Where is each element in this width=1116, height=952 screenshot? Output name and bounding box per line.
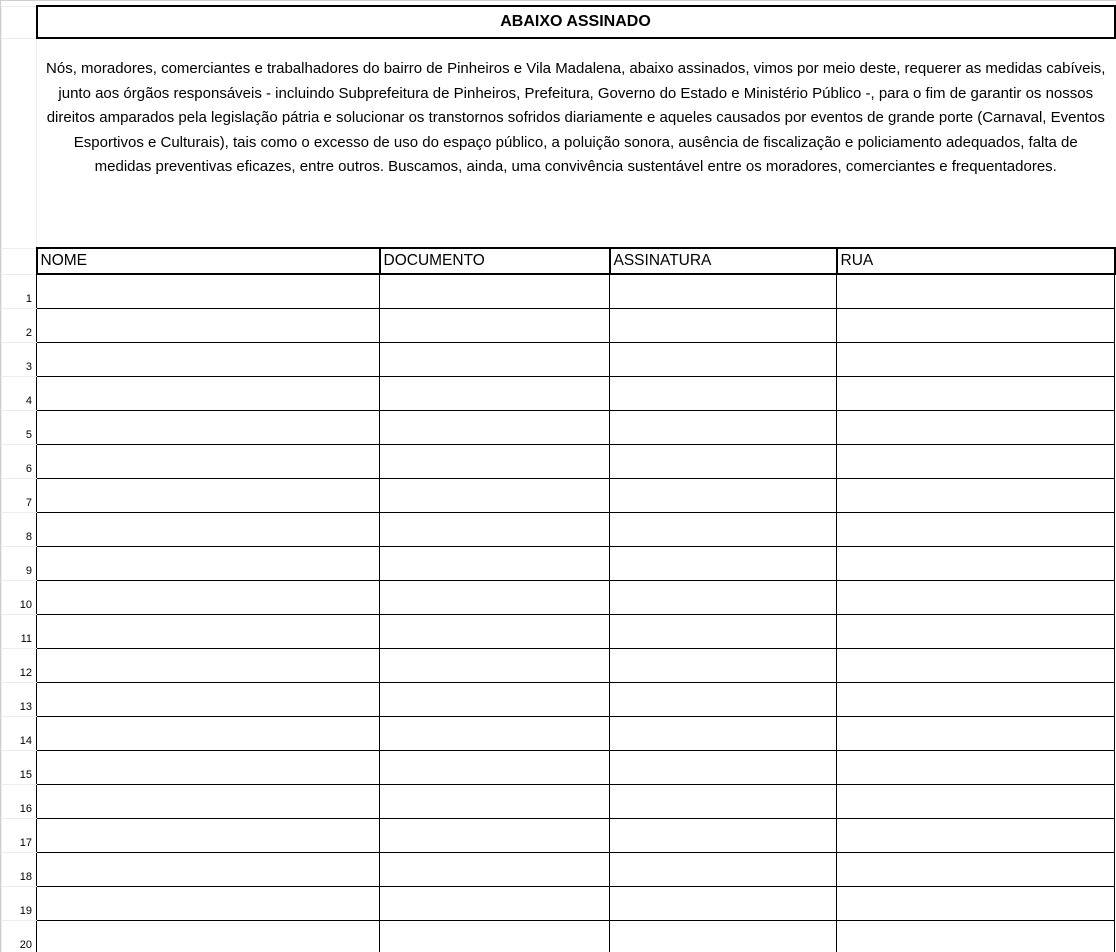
signature-row (2, 886, 1115, 920)
signature-cell-assinatura[interactable] (610, 376, 837, 410)
signature-row (2, 546, 1115, 580)
signature-cell-nome[interactable] (37, 818, 380, 852)
title-row (2, 6, 1115, 38)
signature-cell-assinatura[interactable] (610, 342, 837, 376)
petition-table (1, 5, 1116, 952)
signature-cell-nome[interactable] (37, 784, 380, 818)
signature-cell-assinatura[interactable] (610, 886, 837, 920)
row-header-gutter (2, 38, 37, 248)
signature-row (2, 376, 1115, 410)
signature-cell-documento[interactable] (380, 274, 610, 308)
row-number: 19 (2, 886, 37, 920)
signature-cell-nome[interactable] (37, 852, 380, 886)
signature-cell-assinatura[interactable] (610, 750, 837, 784)
signature-cell-documento[interactable] (380, 886, 610, 920)
signature-cell-rua[interactable] (837, 886, 1115, 920)
signature-row (2, 614, 1115, 648)
signature-row (2, 274, 1115, 308)
row-number: 3 (2, 342, 37, 376)
row-number: 20 (2, 920, 37, 952)
signature-cell-rua[interactable] (837, 682, 1115, 716)
signature-cell-assinatura[interactable] (610, 716, 837, 750)
signature-cell-rua[interactable] (837, 648, 1115, 682)
signature-cell-rua[interactable] (837, 546, 1115, 580)
signature-cell-nome[interactable] (37, 614, 380, 648)
signature-cell-nome[interactable] (37, 274, 380, 308)
signature-cell-assinatura[interactable] (610, 648, 837, 682)
signature-cell-nome[interactable] (37, 920, 380, 952)
row-number: 11 (2, 614, 37, 648)
column-header-nome: NOME (37, 248, 380, 274)
signature-cell-nome[interactable] (37, 444, 380, 478)
signature-cell-assinatura[interactable] (610, 784, 837, 818)
row-header-gutter (2, 6, 37, 38)
signature-cell-documento[interactable] (380, 478, 610, 512)
row-number: 17 (2, 818, 37, 852)
signature-row (2, 750, 1115, 784)
preamble-text: Nós, moradores, comerciantes e trabalhadores do bairro de Pinheiros e Vila Madalena, abaixo assinados, vimos por meio deste, requerer as medidas cabíveis, junto aos órgãos responsáveis - incluindo Subprefeitura de Pinheiros, Prefeitura, Governo do Estado e Ministério Público -, para o fim de garantir os nossos direitos amparados pela legislação pátria e solucionar os transtornos sofridos diariamente e aqueles causados por eventos de grande porte (Carnaval, Eventos Esportivos e Culturais), tais como o excesso de uso do espaço público, a poluição sonora, ausência de fiscalização e policiamento adequados, falta de medidas preventivas eficazes, entre outros. Buscamos, ainda, uma convivência sustentável entre os moradores, comerciantes e frequentadores. (46, 60, 1106, 175)
signature-cell-assinatura[interactable] (610, 478, 837, 512)
signature-row (2, 818, 1115, 852)
signature-cell-rua[interactable] (837, 478, 1115, 512)
row-number: 4 (2, 376, 37, 410)
row-number: 18 (2, 852, 37, 886)
signature-row (2, 784, 1115, 818)
signature-cell-rua[interactable] (837, 818, 1115, 852)
signature-row (2, 648, 1115, 682)
signature-cell-assinatura[interactable] (610, 444, 837, 478)
signature-cell-assinatura[interactable] (610, 308, 837, 342)
signature-cell-nome[interactable] (37, 648, 380, 682)
signature-row (2, 512, 1115, 546)
column-header-assinatura: ASSINATURA (610, 248, 837, 274)
signature-row (2, 308, 1115, 342)
row-number: 2 (2, 308, 37, 342)
signature-cell-assinatura[interactable] (610, 512, 837, 546)
signature-cell-documento[interactable] (380, 784, 610, 818)
signature-cell-nome[interactable] (37, 376, 380, 410)
signature-cell-rua[interactable] (837, 784, 1115, 818)
column-header-rua: RUA (837, 248, 1115, 274)
signature-cell-assinatura[interactable] (610, 920, 837, 952)
signature-row (2, 478, 1115, 512)
row-header-gutter (2, 248, 37, 274)
signature-cell-nome[interactable] (37, 308, 380, 342)
signature-cell-documento[interactable] (380, 444, 610, 478)
signature-row (2, 444, 1115, 478)
signature-cell-nome[interactable] (37, 478, 380, 512)
row-number: 5 (2, 410, 37, 444)
signature-row (2, 920, 1115, 952)
signature-cell-nome[interactable] (37, 682, 380, 716)
signature-cell-assinatura[interactable] (610, 682, 837, 716)
signature-cell-documento[interactable] (380, 410, 610, 444)
row-number: 15 (2, 750, 37, 784)
signature-cell-nome[interactable] (37, 546, 380, 580)
row-number: 6 (2, 444, 37, 478)
signature-cell-nome[interactable] (37, 750, 380, 784)
preamble-row (2, 38, 1115, 248)
signature-cell-assinatura[interactable] (610, 614, 837, 648)
signature-cell-documento[interactable] (380, 852, 610, 886)
signature-cell-documento[interactable] (380, 308, 610, 342)
signature-rows (2, 274, 1115, 952)
signature-cell-rua[interactable] (837, 410, 1115, 444)
signature-cell-assinatura[interactable] (610, 410, 837, 444)
signature-cell-documento[interactable] (380, 614, 610, 648)
signature-cell-documento[interactable] (380, 682, 610, 716)
signature-cell-assinatura[interactable] (610, 274, 837, 308)
signature-cell-nome[interactable] (37, 512, 380, 546)
signature-cell-rua[interactable] (837, 376, 1115, 410)
row-number: 16 (2, 784, 37, 818)
signature-cell-rua[interactable] (837, 580, 1115, 614)
signature-cell-rua[interactable] (837, 852, 1115, 886)
row-number: 13 (2, 682, 37, 716)
row-number: 12 (2, 648, 37, 682)
signature-cell-documento[interactable] (380, 342, 610, 376)
signature-cell-documento[interactable] (380, 920, 610, 952)
signature-cell-documento[interactable] (380, 716, 610, 750)
signature-row (2, 342, 1115, 376)
row-number: 14 (2, 716, 37, 750)
signature-cell-nome[interactable] (37, 342, 380, 376)
signature-row (2, 580, 1115, 614)
signature-cell-nome[interactable] (37, 716, 380, 750)
signature-cell-nome[interactable] (37, 580, 380, 614)
signature-cell-rua[interactable] (837, 274, 1115, 308)
signature-cell-rua[interactable] (837, 342, 1115, 376)
page-title: ABAIXO ASSINADO (37, 6, 1115, 38)
signature-cell-assinatura[interactable] (610, 852, 837, 886)
signature-row (2, 716, 1115, 750)
signature-cell-documento[interactable] (380, 580, 610, 614)
signature-cell-documento[interactable] (380, 546, 610, 580)
signature-cell-rua[interactable] (837, 920, 1115, 952)
signature-cell-documento[interactable] (380, 376, 610, 410)
signature-cell-documento[interactable] (380, 818, 610, 852)
row-number: 9 (2, 546, 37, 580)
signature-row (2, 852, 1115, 886)
signature-cell-rua[interactable] (837, 512, 1115, 546)
signature-cell-nome[interactable] (37, 410, 380, 444)
signature-cell-documento[interactable] (380, 512, 610, 546)
signature-cell-assinatura[interactable] (610, 546, 837, 580)
row-number: 7 (2, 478, 37, 512)
row-number: 8 (2, 512, 37, 546)
signature-cell-rua[interactable] (837, 444, 1115, 478)
signature-cell-rua[interactable] (837, 750, 1115, 784)
signature-row (2, 682, 1115, 716)
signature-cell-rua[interactable] (837, 308, 1115, 342)
signature-cell-rua[interactable] (837, 614, 1115, 648)
signature-cell-assinatura[interactable] (610, 818, 837, 852)
row-number: 1 (2, 274, 37, 308)
signature-row (2, 410, 1115, 444)
signature-cell-documento[interactable] (380, 648, 610, 682)
signature-cell-rua[interactable] (837, 716, 1115, 750)
column-header-documento: DOCUMENTO (380, 248, 610, 274)
signature-cell-nome[interactable] (37, 886, 380, 920)
row-number: 10 (2, 580, 37, 614)
signature-cell-documento[interactable] (380, 750, 610, 784)
table-header-row (2, 248, 1115, 274)
signature-cell-assinatura[interactable] (610, 580, 837, 614)
